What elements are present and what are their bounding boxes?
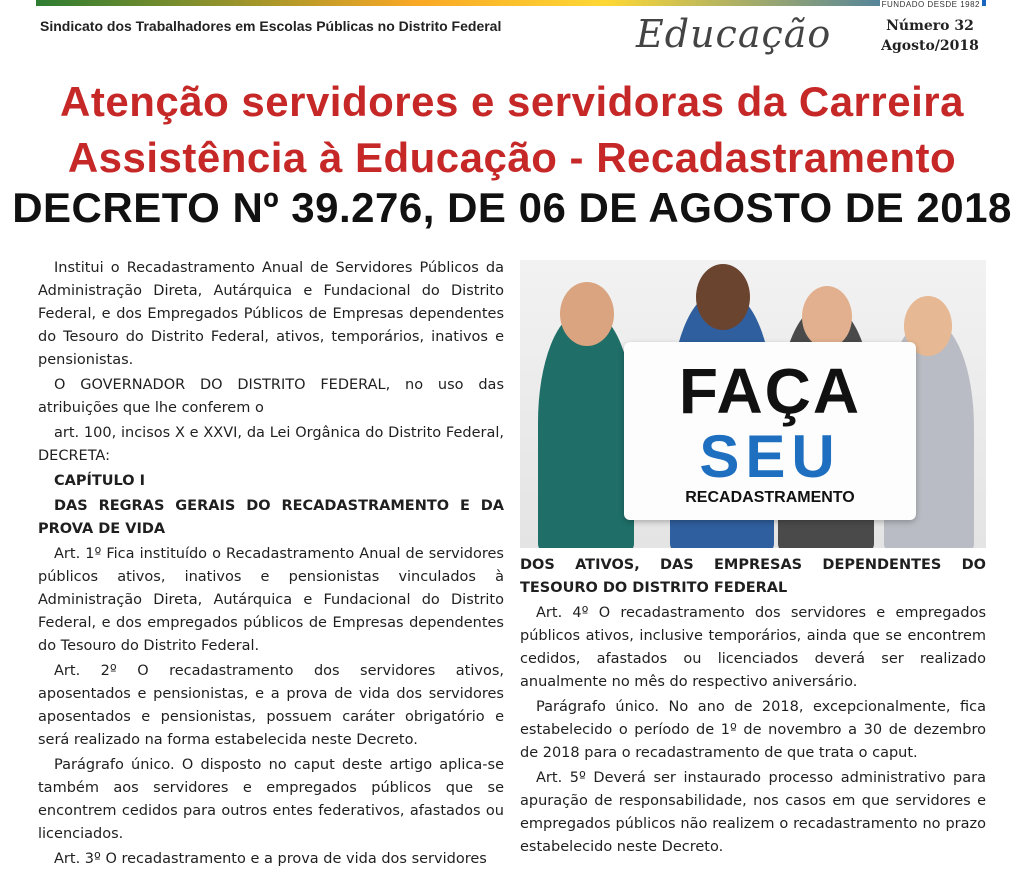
- chapter-subheading: DAS REGRAS GERAIS DO RECADASTRAMENTO E DA PROVA DE VIDA: [38, 498, 504, 537]
- founded-label: FUNDADO DESDE 1982: [881, 0, 980, 9]
- masthead-color-stripe: [36, 0, 986, 6]
- article-paragraph: Institui o Recadastramento Anual de Servidores Públicos da Administração Direta, Autárquica e Fundacional do Distrito Federal, e dos Empregados Públicos de Empresas dependentes do Tesouro do Distrito Federal, ativos, temporários, inativos e pensionistas.: [38, 260, 504, 368]
- article-paragraph: Art. 2º O recadastramento dos servidores ativos, aposentados e pensionistas, e a prova de vida dos servidores aposentados e pensionistas, possuem caráter obrigatório e será realizado na forma estabelecida neste Decreto.: [38, 663, 504, 748]
- article-paragraph: Art. 3º O recadastramento e a prova de vida dos servidores: [54, 851, 487, 867]
- issue-info: [878, 16, 982, 56]
- sign-text-seu: SEU: [699, 423, 841, 490]
- sign-text-faca: FAÇA: [678, 355, 862, 427]
- article-paragraph: Parágrafo único. O disposto no caput deste artigo aplica-se também aos servidores e empregados públicos que se encontrem cedidos para outros entes federativos, afastados ou licenciados.: [38, 757, 504, 842]
- sign-text-recadastramento: RECADASTRAMENTO: [685, 489, 855, 506]
- person-figure: [538, 312, 634, 548]
- person-head: [696, 264, 750, 330]
- masthead-title: Educação: [636, 12, 832, 56]
- headline-line-1: Atenção servidores e servidoras da Carreira: [60, 78, 964, 125]
- article-paragraph: Art. 1º Fica instituído o Recadastramento Anual de servidores públicos ativos, inativos e pensionistas vinculados à Administração Direta, Autárquica e Fundacional do Distrito Federal, e dos empregados públicos de Empresas dependentes do Tesouro do Distrito Federal.: [38, 546, 504, 654]
- recadastramento-photo: [520, 260, 986, 548]
- decree-title: DECRETO Nº 39.276, DE 06 DE AGOSTO DE 2018: [12, 184, 1012, 231]
- person-head: [560, 282, 614, 346]
- article-paragraph: art. 100, incisos X e XXVI, da Lei Orgânica do Distrito Federal, DECRETA:: [38, 425, 504, 464]
- issue-date: Agosto/2018: [881, 38, 979, 54]
- person-head: [802, 286, 852, 348]
- article-paragraph: Art. 4º O recadastramento dos servidores e empregados públicos ativos, inclusive temporários, ainda que se encontrem cedidos, afastados ou licenciados deverá ser realizado anualmente no mês do respectivo aniversário.: [520, 605, 986, 690]
- chapter-heading: CAPÍTULO I: [54, 473, 146, 489]
- section-heading: DOS ATIVOS, DAS EMPRESAS DEPENDENTES DO TESOURO DO DISTRITO FEDERAL: [520, 557, 986, 596]
- left-article-column: [38, 257, 504, 873]
- campaign-sign: [624, 342, 916, 520]
- right-article-column: [520, 554, 986, 861]
- article-paragraph: Art. 5º Deverá ser instaurado processo administrativo para apuração de responsabilidade, nos casos em que servidores e empregados públicos não realizem o recadastramento no prazo estabelecido neste Decreto.: [520, 770, 986, 855]
- article-paragraph: O GOVERNADOR DO DISTRITO FEDERAL, no uso das atribuições que lhe conferem o: [38, 377, 504, 416]
- headline-line-2: Assistência à Educação - Recadastramento: [67, 134, 957, 181]
- syndicate-name: Sindicato dos Trabalhadores em Escolas Públicas no Distrito Federal: [40, 18, 502, 34]
- issue-number: Número 32: [886, 18, 974, 34]
- article-paragraph: Parágrafo único. No ano de 2018, excepcionalmente, fica estabelecido o período de 1º de novembro a 30 de dezembro de 2018 para o recadastramento de que trata o caput.: [520, 699, 986, 761]
